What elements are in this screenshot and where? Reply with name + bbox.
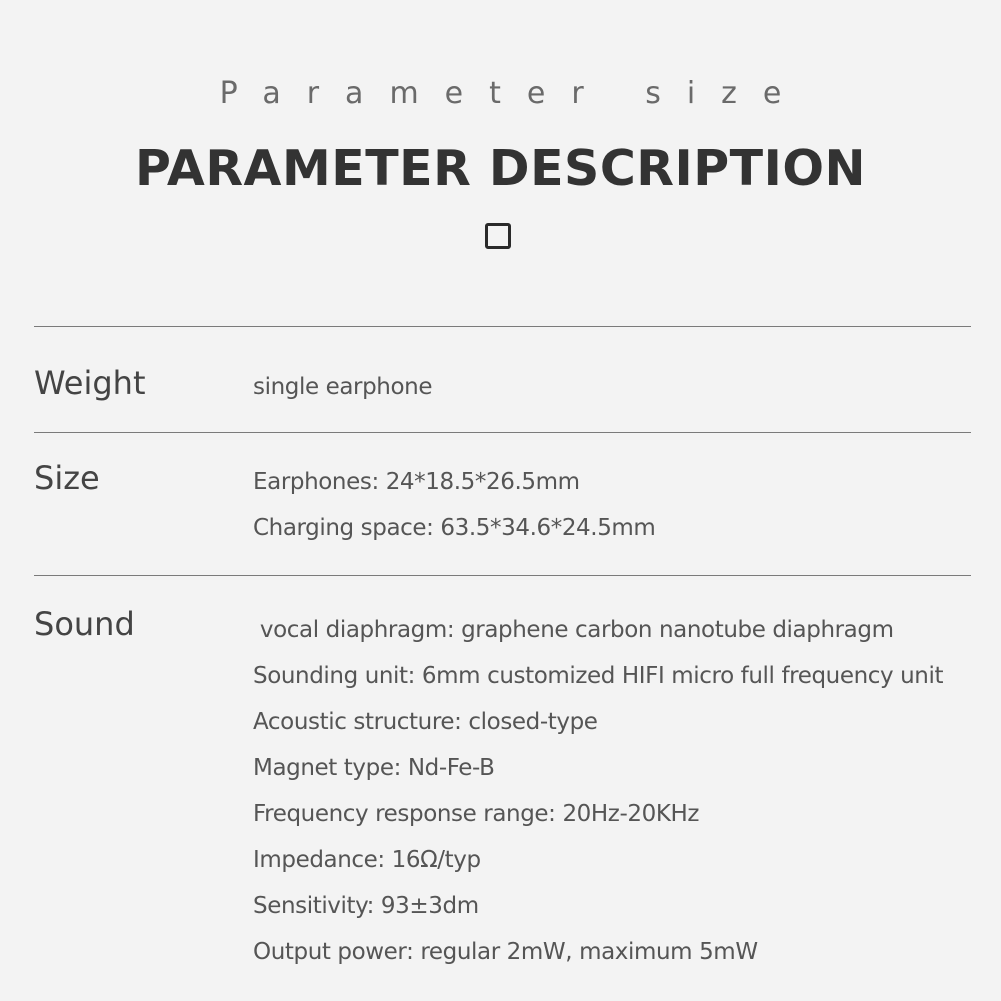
square-outline-icon <box>485 223 511 249</box>
spec-label-size: Size <box>34 459 100 497</box>
spec-value: Magnet type: Nd-Fe-B <box>253 755 495 781</box>
page-title: PARAMETER DESCRIPTION <box>134 140 866 197</box>
spec-value: Earphones: 24*18.5*26.5mm <box>253 469 580 495</box>
spec-value: single earphone <box>253 374 433 400</box>
spec-values-size <box>253 459 655 551</box>
spec-value: Output power: regular 2mW, maximum 5mW <box>253 939 758 965</box>
spec-values-weight <box>253 364 432 410</box>
divider <box>34 575 971 576</box>
divider <box>34 432 971 433</box>
spec-values-sound <box>253 607 943 975</box>
spec-value: Sensitivity: 93±3dm <box>253 893 479 919</box>
spec-label-weight: Weight <box>34 364 146 402</box>
spec-value: vocal diaphragm: graphene carbon nanotube diaphragm <box>253 617 894 643</box>
page-subtitle: Parameter size <box>219 76 808 111</box>
spec-value: Sounding unit: 6mm customized HIFI micro full frequency unit <box>253 663 944 689</box>
spec-value: Frequency response range: 20Hz-20KHz <box>253 801 700 827</box>
spec-value: Charging space: 63.5*34.6*24.5mm <box>253 515 656 541</box>
divider <box>34 326 971 327</box>
spec-value: Impedance: 16Ω/typ <box>253 847 481 873</box>
spec-label-sound: Sound <box>34 605 135 643</box>
spec-value: Acoustic structure: closed-type <box>253 709 598 735</box>
